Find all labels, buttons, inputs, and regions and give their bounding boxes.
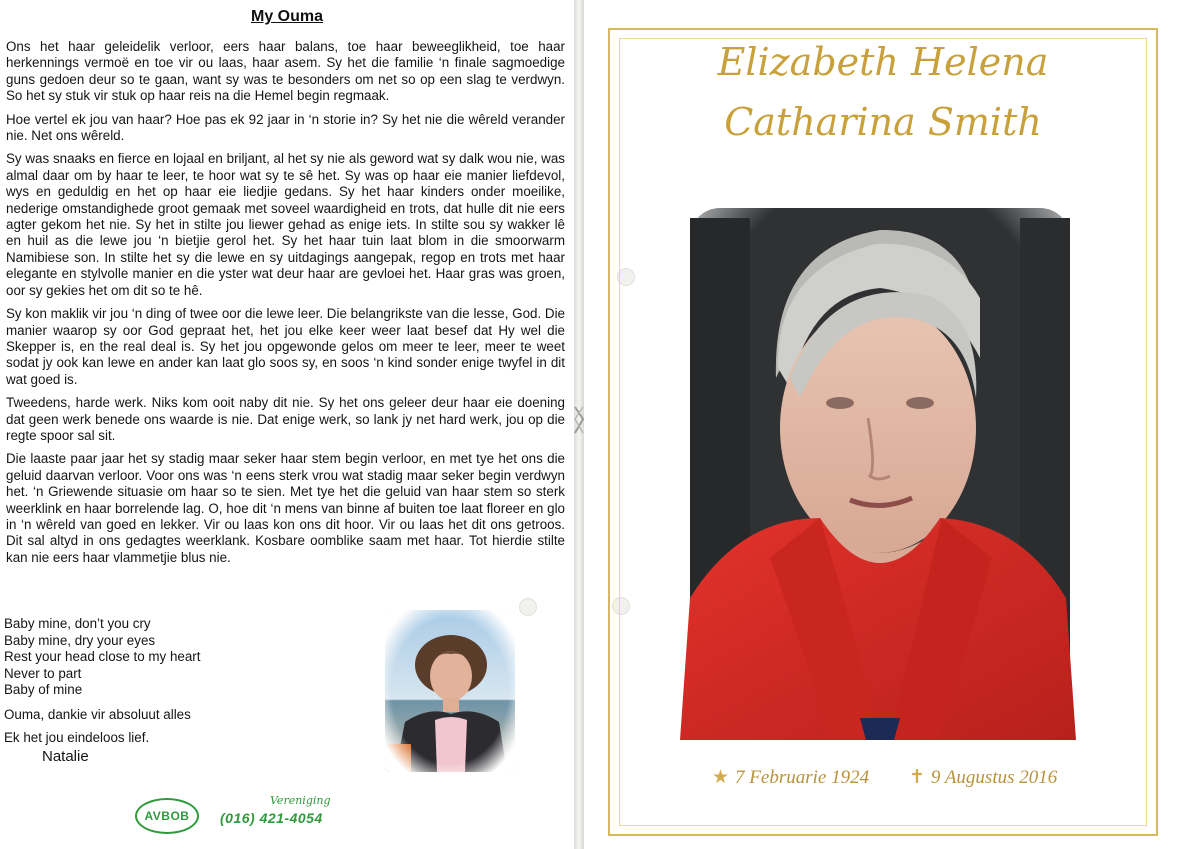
death-date — [909, 766, 1057, 789]
poem-line: Baby mine, dry your eyes — [4, 632, 156, 648]
portrait-photo — [680, 178, 1076, 740]
signature: Natalie — [42, 748, 89, 765]
association-label: Vereniging — [270, 794, 331, 807]
beach-photo — [385, 610, 515, 772]
deceased-name-line1: Elizabeth Helena — [717, 40, 1049, 84]
avbob-logo — [135, 798, 199, 834]
tribute-paragraph: Hoe vertel ek jou van haar? Hoe pas ek 92 jaar in ‘n storie in? Sy het nie die wêreld verander nie. Net ons wêreld. — [6, 111, 565, 144]
page-title: My Ouma — [250, 8, 323, 25]
poem-line: Baby mine, don’t you cry — [4, 616, 151, 631]
tribute-paragraph: Ons het haar geleidelik verloor, eers haar balans, toe haar beweeglikheid, toe haar herkennings vermoë en toe vir ou laas, haar asem. Sy het die familie ‘n finale sagmoedige guns gedoen deur so te gaan, want sy was te besonders om net so op een slag te verdwyn. So het sy stuk vir stuk op haar reis na die Hemel begin regmaak. — [6, 39, 565, 104]
avbob-logo-text: AVBOB — [144, 809, 190, 823]
tribute-paragraph: Sy was snaaks en fierce en lojaal en briljant, al het sy nie als geword wat sy dalk wou nie, was almal daar om by haar te leer, te hoor wat sy te sê het. Sy was op haar eie manier liefdevol, wys en geduldig en het op haar eie liedjie gedans. Sy het haar kinders onder moeilike, nederige omstandighede groot gemaak met soveel waardigheid en trots, dat hulle dit nie eers agter gekom het nie. Sy het in stilte jou liewer gehad as enige iets. In stilte sou sy wakker lê en huil as die lewe jou ‘n bietjie gerol het. Sy het haar tuin laat blom in die smoorwarm Namibiese son. In stilte het sy die lewe en sy uitdagings aangepak, regop en trots met haar elegante en stylvolle manier en die yster wat deur haar are gevloei het. Haar gras was groen, oor sy gekies het om dit so te hê. — [6, 151, 565, 298]
poem-line: Never to part — [4, 665, 82, 681]
star-icon: ★ — [712, 767, 730, 788]
tribute-paragraph: Tweedens, harde werk. Niks kom ooit naby dit nie. Sy het ons geleer deur haar eie doening dat geen werk benede ons waarde is nie. Dat enige werk, so lank jy net hard werk, jou op die regte spoor sal sit. — [6, 395, 565, 443]
birth-date — [712, 766, 869, 789]
cross-icon: ✝ — [909, 767, 925, 788]
deceased-name-line2: Catharina Smith — [724, 100, 1042, 144]
tribute-text — [6, 39, 565, 573]
love-line: Ek het jou eindeloos lief. — [4, 730, 150, 745]
tribute-paragraph: Sy kon maklik vir jou ‘n ding of twee oor die lewe leer. Die belangrikste van die lesse, God. Die manier waarop sy oor God gepraat het, het jou elke keer weer laat besef dat Hy wel die Skepper is, en the real deal is. Sy het jou opgewonde gelos om meer te leer, meer te weet sodat jy ook kan lewe en ander kan laat glo soos sy, en soos ‘n kind sonder enige twyfel in dit wat goed is. — [6, 306, 565, 387]
punch-hole — [519, 598, 537, 616]
thanks-line: Ouma, dankie vir absoluut alles — [4, 707, 191, 722]
beach-portrait-image — [385, 610, 515, 772]
poem-line: Rest your head close to my heart — [4, 649, 201, 665]
portrait-image — [680, 178, 1076, 740]
birth-date-text: 7 Februarie 1924 — [735, 767, 870, 788]
poem-line: Baby of mine — [4, 682, 83, 698]
phone-number: (016) 421-4054 — [220, 810, 323, 826]
poem — [4, 616, 364, 699]
death-date-text: 9 Augustus 2016 — [930, 767, 1058, 788]
tribute-paragraph: Die laaste paar jaar het sy stadig maar seker haar stem begin verloor, en met tye het ons die geluid daarvan verloor. Voor ons was ‘n eens sterk vrou wat stadig maar seker begin verdwyn het. ‘n Griewende situasie om haar so te sien. Met tye het die geluid van haar stem so sterk weerklink en haar borrelende lag. O, hoe dit ‘n mens van binne af buiten toe laat floreer en glo in ‘n wêreld van goed en lekker. Vir ou laas kon ons dit hoor. Vir ou laas het dit ons getroos. Dit sal altyd in ons gedagtes weerklank. Kosbare oomblike saam met haar. Tot hierdie stilte kan nie eers haar vlammetjie blus nie. — [6, 451, 565, 565]
staple-icon — [572, 405, 586, 435]
